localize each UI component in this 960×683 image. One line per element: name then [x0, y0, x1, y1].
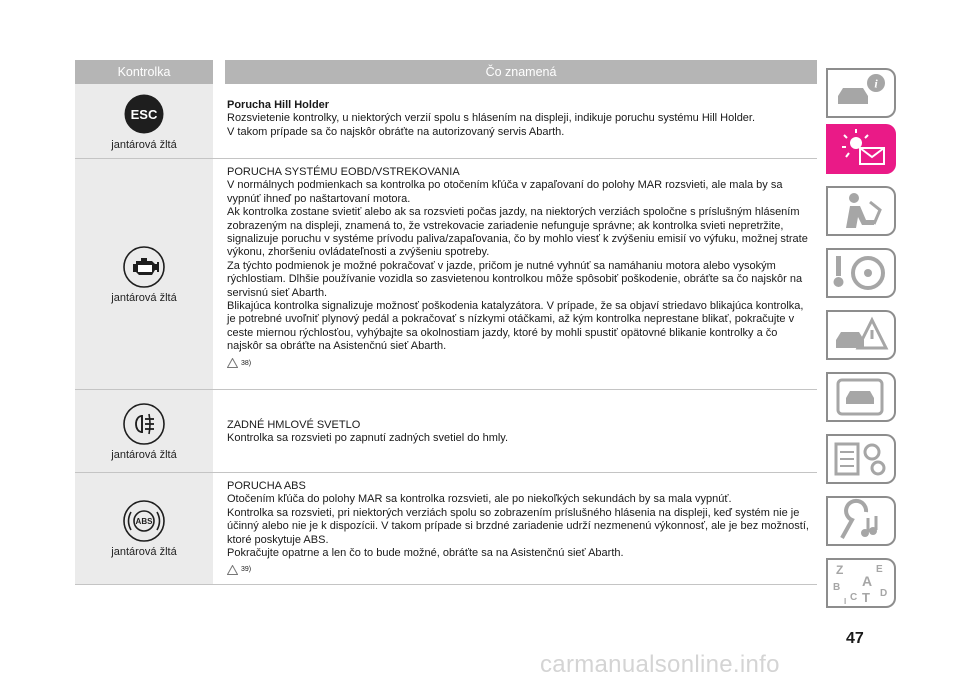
technical-data-icon	[828, 436, 894, 482]
rear-fog-light-icon	[122, 402, 166, 446]
description-cell	[225, 159, 817, 389]
paragraph: Ak kontrolka zostane svietiť alebo ak sa rozsvieti počas jazdy, na niektorých verziách spoločne s príslušným hlásením zobrazeným na displeji, znamená to, že vstrekovacie zariadenie nefunguje správne; ak kontrolka svieti nepretržite, signalizuje poruchu v systéme prívodu paliva/zapaľovania, čo by mohlo viesť k zvýšeniu emisií vo výfuku, možnej strate výkonu, zhoršeniu ovládateľnosti a zvýšeniu spotreby.	[227, 206, 808, 259]
paragraph: Otočením kľúča do polohy MAR sa kontrolka rozsvieti, ale po niekoľkých sekundách by sa mala vypnúť.	[227, 493, 732, 506]
svg-text:A: A	[862, 573, 873, 589]
row-title: PORUCHA ABS	[227, 480, 306, 492]
row-title: PORUCHA SYSTÉMU EOBD/VSTREKOVANIA	[227, 166, 460, 178]
color-label: jantárová žltá	[111, 448, 177, 461]
svg-text:C: C	[850, 592, 858, 603]
table-row	[75, 390, 817, 473]
maintenance-car-icon	[828, 374, 894, 420]
paragraph: Rozsvietenie kontrolky, u niektorých verzií spolu s hlásením na displeji, indikuje poruchu systému Hill Holder.	[227, 112, 756, 125]
tab-maintenance[interactable]	[826, 372, 896, 422]
abs-badge-text: ABS	[135, 517, 153, 526]
svg-text:B: B	[833, 582, 841, 593]
icon-cell	[75, 159, 213, 389]
icon-cell	[75, 390, 213, 472]
paragraph: Za týchto podmienok je možné pokračovať v jazde, pričom je nutné vyhnúť sa namáhaniu motora alebo vysokým rýchlostiam. Dlhšie používanie vozidla so zasvietenou kontrolkou môže spôsobiť poškodenie, obráťte sa čo najskôr na servisnú sieť Abarth.	[227, 259, 803, 299]
tab-car-info[interactable]	[826, 68, 896, 118]
tab-multimedia[interactable]	[826, 496, 896, 546]
tab-emergency[interactable]	[826, 310, 896, 360]
color-label: jantárová žltá	[111, 546, 177, 558]
description-cell	[225, 390, 817, 472]
svg-text:D: D	[880, 588, 888, 599]
esc-badge-text: ESC	[130, 106, 158, 122]
description-cell	[225, 473, 817, 584]
note-ref: 39)	[241, 566, 252, 574]
svg-text:T: T	[862, 590, 870, 605]
tab-starting-driving[interactable]	[826, 248, 896, 298]
warning-lights-table	[75, 60, 817, 585]
warning-note	[227, 563, 815, 576]
table-row	[75, 473, 817, 585]
header-co-znamena: Čo znamená	[225, 60, 817, 84]
warning-note	[227, 357, 815, 370]
description-cell	[225, 84, 817, 158]
paragraph: Pokračujte opatrne a len čo to bude možné, obráťte sa na Asistenčnú sieť Abarth.	[227, 547, 624, 560]
table-header	[75, 60, 817, 84]
header-kontrolka: Kontrolka	[75, 60, 213, 84]
paragraph: Kontrolka sa rozsvieti po zapnutí zadných svetiel do hmly.	[227, 432, 509, 445]
tab-index[interactable]	[826, 558, 896, 608]
icon-cell	[75, 84, 213, 158]
color-label: jantárová žltá	[111, 138, 177, 151]
watermark: carmanualsonline.info	[540, 651, 780, 678]
tab-safety[interactable]	[826, 186, 896, 236]
alphabetical-index-icon	[828, 560, 894, 606]
tab-technical-data[interactable]	[826, 434, 896, 484]
svg-text:i: i	[874, 76, 878, 91]
paragraph: Kontrolka sa rozsvieti, pri niektorých verziách spolu so zobrazením príslušného hlásenia na displeji, keď systém nie je účinný alebo nie je k dispozícii. V takom prípade si brzdné zariadenie udrží nezmenenú výkonnosť, ale je bez možností, ktoré poskytuje ABS.	[227, 506, 809, 546]
car-info-icon	[828, 70, 894, 116]
warning-triangle-icon	[227, 565, 238, 575]
row-title: Porucha Hill Holder	[227, 99, 330, 111]
row-title: ZADNÉ HMLOVÉ SVETLO	[227, 419, 361, 431]
paragraph: Blikajúca kontrolka signalizuje možnosť poškodenia katalyzátora. V prípade, že sa objaví striedavo blikajúca kontrolka, je potrebné uvoľniť plynový pedál a pokračovať s nízkymi otáčkami, až kým kontrolka neprestane blikať, pokračujte v ceste miernou rýchlosťou, vyhýbajte sa okolnostiam jazdy, ktoré by mohli spustiť opätovné blikanie kontrolky a čo najskôr sa obráťte na Asistenčnú sieť Abarth.	[227, 300, 804, 353]
steering-wheel-key-icon	[828, 250, 894, 296]
safety-seatbelt-icon	[828, 188, 894, 234]
svg-text:Z: Z	[836, 563, 844, 577]
multimedia-icon	[828, 498, 894, 544]
warning-lights-messages-icon	[828, 126, 894, 172]
engine-icon	[122, 245, 166, 289]
table-row	[75, 159, 817, 390]
emergency-icon	[828, 312, 894, 358]
abs-icon	[122, 499, 166, 543]
svg-text:E: E	[876, 564, 883, 575]
icon-cell	[75, 473, 213, 584]
table-row	[75, 84, 817, 159]
page-number: 47	[846, 630, 864, 647]
tab-warning-lights[interactable]	[826, 124, 896, 174]
color-label: jantárová žltá	[111, 291, 177, 304]
svg-text:I: I	[844, 597, 847, 606]
warning-triangle-icon	[227, 358, 238, 368]
esc-icon	[122, 92, 166, 136]
paragraph: V normálnych podmienkach sa kontrolka po otočením kľúča v zapaľovaní do polohy MAR rozsvieti, ale mala by sa vypnúť ihneď po naštartovaní motora.	[227, 179, 783, 205]
paragraph: V takom prípade sa čo najskôr obráťte na autorizovaný servis Abarth.	[227, 125, 565, 138]
note-ref: 38)	[241, 359, 252, 367]
